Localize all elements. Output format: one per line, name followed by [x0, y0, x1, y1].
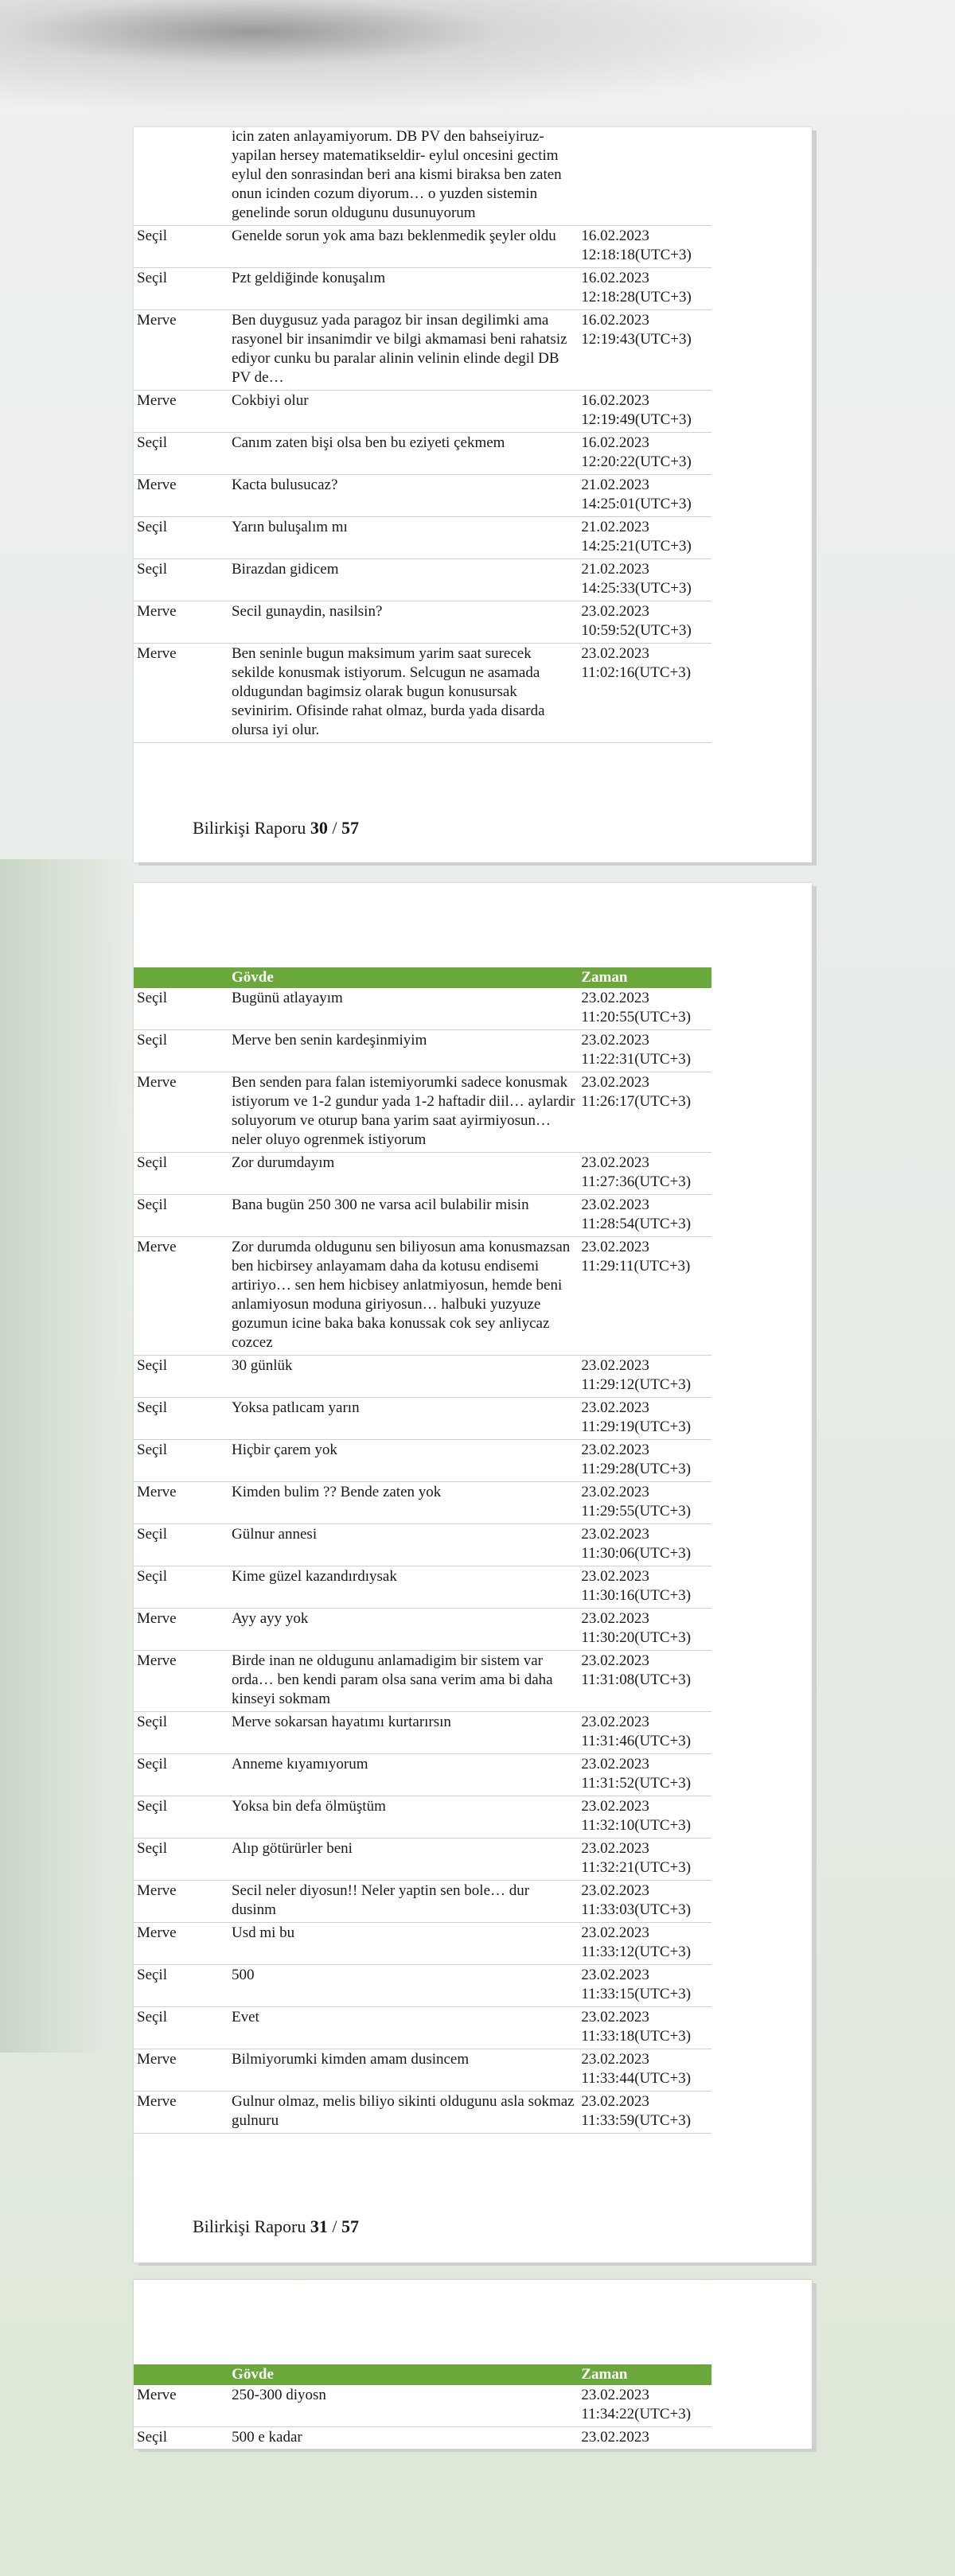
time-cell [581, 2007, 711, 2049]
body-cell: 30 günlük [232, 1356, 581, 1398]
table-header [134, 967, 711, 988]
sender-cell: Seçil [134, 559, 232, 601]
time-cell [581, 433, 711, 475]
time-cell [581, 1712, 711, 1754]
sender-cell: Seçil [134, 1796, 232, 1839]
date-text: 23.02.2023 [581, 1484, 649, 1500]
body-cell: icin zaten anlayamiyorum. DB PV den bahseiyiruz- yapilan hersey matematikseldir- eylul oncesini gectim eylul den sonrasindan beri ana kismi biraksa ben zaten onun icinden cozum diyorum… o yuzden sistemin genelinde sorun oldugunu dusunuyorum [232, 127, 581, 226]
time-cell [581, 226, 711, 268]
body-cell: Cokbiyi olur [232, 391, 581, 433]
sender-cell: Seçil [134, 1754, 232, 1796]
time-text: 11:20:55(UTC+3) [581, 1009, 692, 1025]
table-header [134, 2364, 711, 2385]
sender-cell: Seçil [134, 268, 232, 310]
time-text: 11:31:52(UTC+3) [581, 1775, 692, 1792]
time-text: 11:28:54(UTC+3) [581, 1216, 692, 1232]
time-cell [581, 2049, 711, 2092]
time-cell [581, 1881, 711, 1923]
body-cell: Genelde sorun yok ama bazı beklenmedik şeyler oldu [232, 226, 581, 268]
sender-cell: Seçil [134, 517, 232, 559]
sender-cell: Seçil [134, 1356, 232, 1398]
body-cell: Yoksa bin defa ölmüştüm [232, 1796, 581, 1839]
date-text: 23.02.2023 [581, 2387, 649, 2403]
date-text: 23.02.2023 [581, 1357, 649, 1374]
time-cell [581, 475, 711, 517]
sender-cell: Merve [134, 1482, 232, 1524]
table-row [134, 1072, 711, 1153]
date-text: 16.02.2023 [581, 392, 649, 409]
table-row [134, 1524, 711, 1566]
body-cell: Kacta bulusucaz? [232, 475, 581, 517]
sender-cell: Merve [134, 2092, 232, 2134]
page-footer [193, 2216, 359, 2237]
body-cell: Evet [232, 2007, 581, 2049]
sender-cell: Merve [134, 1923, 232, 1965]
date-text: 23.02.2023 [581, 1610, 649, 1627]
time-cell [581, 127, 711, 226]
time-cell [581, 1796, 711, 1839]
time-text: 11:33:59(UTC+3) [581, 2112, 692, 2129]
sender-cell: Seçil [134, 1153, 232, 1195]
body-cell: Bilmiyorumki kimden amam dusincem [232, 2049, 581, 2092]
table-row [134, 1356, 711, 1398]
sender-cell: Merve [134, 2049, 232, 2092]
time-text: 14:25:01(UTC+3) [581, 496, 692, 512]
date-text: 16.02.2023 [581, 270, 649, 286]
table-row [134, 517, 711, 559]
time-cell [581, 1609, 711, 1651]
date-text: 23.02.2023 [581, 1074, 649, 1091]
table-row [134, 2049, 711, 2092]
time-text: 12:20:22(UTC+3) [581, 453, 692, 470]
time-cell [581, 2092, 711, 2134]
table-row [134, 2092, 711, 2134]
table-row [134, 559, 711, 601]
sender-cell [134, 127, 232, 226]
sender-cell: Seçil [134, 1398, 232, 1440]
table-row [134, 1796, 711, 1839]
body-cell: 500 e kadar [232, 2427, 581, 2450]
report-page-32 [134, 2280, 812, 2449]
time-cell [581, 1524, 711, 1566]
time-text: 11:33:03(UTC+3) [581, 1901, 692, 1918]
body-cell: Birde inan ne oldugunu anlamadigim bir sistem var orda… ben kendi param olsa sana verim ama bi daha kinseyi sokmam [232, 1651, 581, 1712]
table-row [134, 433, 711, 475]
time-text: 10:59:52(UTC+3) [581, 622, 692, 639]
page-total: 57 [341, 2216, 360, 2236]
time-cell [581, 1356, 711, 1398]
body-cell: Birazdan gidicem [232, 559, 581, 601]
sender-cell: Seçil [134, 1712, 232, 1754]
time-cell [581, 1965, 711, 2007]
footer-label: Bilirkişi Raporu [193, 818, 306, 838]
body-cell: Zor durumda oldugunu sen biliyosun ama konusmazsan ben hicbirsey anlayamam daha da kotusu endisemi artiriyo… sen hem hicbisey anlatmiyosun, hemde beni anlamiyosun moduna giriyosun… halbuki yuzyuze gozumun icine baka baka konussak cok sey anliycaz cozcez [232, 1237, 581, 1356]
time-cell [581, 1566, 711, 1609]
table-row [134, 644, 711, 743]
body-cell: Ben duygusuz yada paragoz bir insan degilimki ama rasyonel bir insanimdir ve bilgi akmamasi beni rahatsiz ediyor cunku bu paralar alinin velinin elinde degil DB PV de… [232, 310, 581, 391]
time-cell [581, 601, 711, 644]
date-text: 23.02.2023 [581, 1032, 649, 1049]
table-row [134, 1881, 711, 1923]
top-blur [0, 0, 955, 127]
date-text: 23.02.2023 [581, 645, 649, 662]
table-row [134, 1923, 711, 1965]
time-cell [581, 1398, 711, 1440]
body-cell: Secil neler diyosun!! Neler yaptin sen bole… dur dusinm [232, 1881, 581, 1923]
date-text: 23.02.2023 [581, 1882, 649, 1899]
sender-cell: Merve [134, 2385, 232, 2427]
sender-cell: Seçil [134, 226, 232, 268]
date-text: 23.02.2023 [581, 2429, 649, 2446]
time-cell [581, 391, 711, 433]
body-cell: Merve sokarsan hayatımı kurtarırsın [232, 1712, 581, 1754]
table-row [134, 2427, 711, 2450]
body-cell: Pzt geldiğinde konuşalım [232, 268, 581, 310]
header-time: Zaman [581, 2364, 711, 2385]
table-row [134, 1398, 711, 1440]
body-cell: Alıp götürürler beni [232, 1839, 581, 1881]
time-text: 11:30:16(UTC+3) [581, 1587, 692, 1604]
body-cell: Zor durumdayım [232, 1153, 581, 1195]
table-row [134, 1651, 711, 1712]
sender-cell: Seçil [134, 988, 232, 1030]
page-number: 30 [310, 818, 328, 838]
body-cell: Bugünü atlayayım [232, 988, 581, 1030]
body-cell: Gülnur annesi [232, 1524, 581, 1566]
table-row [134, 1440, 711, 1482]
table-row [134, 1965, 711, 2007]
date-text: 23.02.2023 [581, 1239, 649, 1255]
time-text: 11:33:18(UTC+3) [581, 2028, 692, 2045]
page-footer [193, 818, 359, 839]
time-text: 14:25:33(UTC+3) [581, 580, 692, 597]
sender-cell: Seçil [134, 433, 232, 475]
body-cell: Yoksa patlıcam yarın [232, 1398, 581, 1440]
table-row [134, 1195, 711, 1237]
table-row [134, 1030, 711, 1072]
time-cell [581, 1651, 711, 1712]
body-cell: Bana bugün 250 300 ne varsa acil bulabilir misin [232, 1195, 581, 1237]
time-text: 11:29:55(UTC+3) [581, 1503, 692, 1520]
time-cell [581, 1237, 711, 1356]
time-text: 11:27:36(UTC+3) [581, 1173, 692, 1190]
date-text: 23.02.2023 [581, 1442, 649, 1458]
time-text: 11:29:12(UTC+3) [581, 1376, 692, 1393]
date-text: 23.02.2023 [581, 1840, 649, 1857]
sender-cell: Merve [134, 644, 232, 743]
body-cell: Ben seninle bugun maksimum yarim saat surecek sekilde konusmak istiyorum. Selcugun ne asamada oldugundan bagimsiz olarak bugun konusursak sevinirim. Ofisinde rahat olmaz, burda yada disarda olursa iyi olur. [232, 644, 581, 743]
time-text: 11:34:22(UTC+3) [581, 2406, 692, 2422]
body-cell: 500 [232, 1965, 581, 2007]
date-text: 23.02.2023 [581, 1652, 649, 1669]
time-cell [581, 644, 711, 743]
time-cell [581, 1440, 711, 1482]
time-text: 11:33:15(UTC+3) [581, 1986, 692, 2002]
time-text: 11:02:16(UTC+3) [581, 664, 692, 681]
table-row [134, 1153, 711, 1195]
sender-cell: Seçil [134, 1965, 232, 2007]
sender-cell: Merve [134, 1237, 232, 1356]
time-cell [581, 1839, 711, 1881]
table-row [134, 310, 711, 391]
header-body: Gövde [232, 2364, 581, 2385]
body-cell: 250-300 diyosn [232, 2385, 581, 2427]
date-text: 16.02.2023 [581, 434, 649, 451]
date-text: 23.02.2023 [581, 2009, 649, 2025]
table-row [134, 391, 711, 433]
sender-cell: Seçil [134, 1566, 232, 1609]
page-separator: / [332, 818, 337, 838]
date-text: 23.02.2023 [581, 2093, 649, 2110]
date-text: 23.02.2023 [581, 1798, 649, 1815]
time-cell [581, 2385, 711, 2427]
time-text: 14:25:21(UTC+3) [581, 538, 692, 555]
footer-label: Bilirkişi Raporu [193, 2216, 306, 2236]
time-text: 11:22:31(UTC+3) [581, 1051, 692, 1068]
body-cell: Kimden bulim ?? Bende zaten yok [232, 1482, 581, 1524]
date-text: 21.02.2023 [581, 561, 649, 578]
table-row [134, 226, 711, 268]
time-cell [581, 310, 711, 391]
table-row [134, 268, 711, 310]
sender-cell: Merve [134, 1651, 232, 1712]
table-row [134, 475, 711, 517]
left-background [0, 859, 135, 2053]
time-cell [581, 1153, 711, 1195]
time-text: 11:26:17(UTC+3) [581, 1093, 692, 1110]
time-text: 11:33:12(UTC+3) [581, 1944, 692, 1960]
sender-cell: Merve [134, 391, 232, 433]
date-text: 23.02.2023 [581, 990, 649, 1006]
sender-cell: Seçil [134, 1524, 232, 1566]
sender-cell: Merve [134, 1072, 232, 1153]
time-cell [581, 1030, 711, 1072]
body-cell: Gulnur olmaz, melis biliyo sikinti oldugunu asla sokmaz gulnuru [232, 2092, 581, 2134]
sender-cell: Seçil [134, 1195, 232, 1237]
date-text: 23.02.2023 [581, 2051, 649, 2068]
header-time: Zaman [581, 967, 711, 988]
time-cell [581, 559, 711, 601]
time-text: 11:32:21(UTC+3) [581, 1859, 692, 1876]
sender-cell: Merve [134, 1609, 232, 1651]
message-table [134, 2364, 711, 2449]
time-text: 11:32:10(UTC+3) [581, 1817, 692, 1834]
body-cell: Ben senden para falan istemiyorumki sadece konusmak istiyorum ve 1-2 gundur yada 1-2 haftadir diil… aylardir soluyorum ve oturup bana yarim saat ayirmiyosun… neler oluyo ogrenmek istiyorum [232, 1072, 581, 1153]
date-text: 23.02.2023 [581, 1568, 649, 1585]
sender-cell: Merve [134, 1881, 232, 1923]
table-row [134, 1754, 711, 1796]
time-cell [581, 1482, 711, 1524]
time-cell [581, 1923, 711, 1965]
date-text: 23.02.2023 [581, 1526, 649, 1543]
body-cell: Kime güzel kazandırdıysak [232, 1566, 581, 1609]
header-body: Gövde [232, 967, 581, 988]
page-number: 31 [310, 2216, 328, 2236]
sender-cell: Merve [134, 310, 232, 391]
sender-cell: Seçil [134, 2427, 232, 2450]
time-text: 11:29:28(UTC+3) [581, 1461, 692, 1477]
date-text: 23.02.2023 [581, 1967, 649, 1983]
date-text: 23.02.2023 [581, 1756, 649, 1772]
time-cell [581, 988, 711, 1030]
table-row [134, 2385, 711, 2427]
sender-cell: Seçil [134, 1440, 232, 1482]
time-text: 12:19:49(UTC+3) [581, 411, 692, 428]
body-cell: Anneme kıyamıyorum [232, 1754, 581, 1796]
time-cell [581, 517, 711, 559]
body-cell: Ayy ayy yok [232, 1609, 581, 1651]
time-cell [581, 1072, 711, 1153]
date-text: 23.02.2023 [581, 1399, 649, 1416]
date-text: 16.02.2023 [581, 312, 649, 329]
body-cell: Merve ben senin kardeşinmiyim [232, 1030, 581, 1072]
time-text: 12:19:43(UTC+3) [581, 331, 692, 348]
date-text: 16.02.2023 [581, 228, 649, 244]
message-table [134, 967, 711, 2134]
report-page-31 [134, 883, 812, 2263]
body-cell: Usd mi bu [232, 1923, 581, 1965]
time-text: 11:29:19(UTC+3) [581, 1418, 692, 1435]
time-text: 11:30:20(UTC+3) [581, 1629, 692, 1646]
table-row [134, 1237, 711, 1356]
time-text: 11:31:46(UTC+3) [581, 1733, 692, 1749]
table-row [134, 601, 711, 644]
time-text: 12:18:28(UTC+3) [581, 289, 692, 305]
sender-cell: Merve [134, 475, 232, 517]
table-row [134, 988, 711, 1030]
date-text: 23.02.2023 [581, 1714, 649, 1730]
body-cell: Canım zaten bişi olsa ben bu eziyeti çekmem [232, 433, 581, 475]
time-text: 11:29:11(UTC+3) [581, 1258, 691, 1274]
date-text: 23.02.2023 [581, 1197, 649, 1213]
time-cell [581, 1195, 711, 1237]
time-text: 11:31:08(UTC+3) [581, 1671, 692, 1688]
table-row [134, 1566, 711, 1609]
sender-cell: Seçil [134, 2007, 232, 2049]
table-row [134, 1482, 711, 1524]
table-row [134, 1609, 711, 1651]
time-cell [581, 1754, 711, 1796]
date-text: 21.02.2023 [581, 477, 649, 493]
time-text: 12:18:18(UTC+3) [581, 247, 692, 263]
body-cell: Secil gunaydin, nasilsin? [232, 601, 581, 644]
date-text: 23.02.2023 [581, 1154, 649, 1171]
date-text: 23.02.2023 [581, 1924, 649, 1941]
sender-cell: Merve [134, 601, 232, 644]
page-total: 57 [341, 818, 360, 838]
time-cell [581, 2427, 711, 2450]
body-cell: Yarın buluşalım mı [232, 517, 581, 559]
sender-cell: Seçil [134, 1839, 232, 1881]
page-separator: / [332, 2216, 337, 2236]
message-table [134, 127, 711, 743]
date-text: 21.02.2023 [581, 519, 649, 535]
table-row [134, 127, 711, 226]
time-text: 11:33:44(UTC+3) [581, 2070, 692, 2087]
table-row [134, 1839, 711, 1881]
table-row [134, 2007, 711, 2049]
body-cell: Hiçbir çarem yok [232, 1440, 581, 1482]
sender-cell: Seçil [134, 1030, 232, 1072]
date-text: 23.02.2023 [581, 603, 649, 620]
time-cell [581, 268, 711, 310]
time-text: 11:30:06(UTC+3) [581, 1545, 692, 1562]
report-page-30 [134, 127, 812, 862]
table-row [134, 1712, 711, 1754]
